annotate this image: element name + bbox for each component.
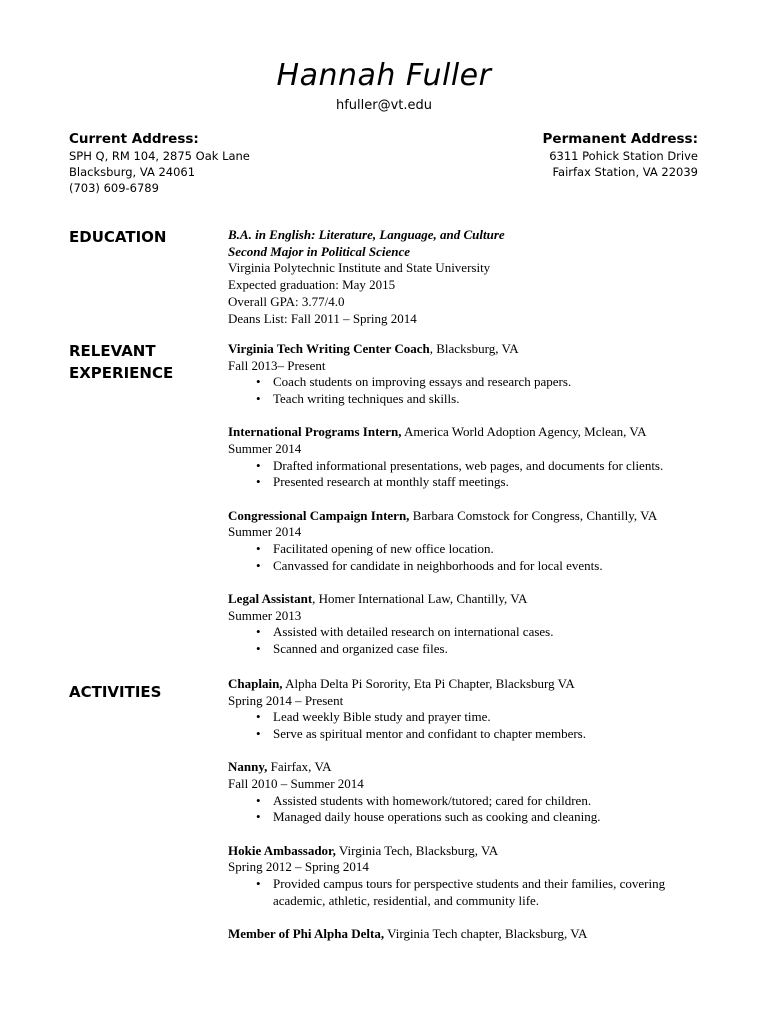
second-major: Second Major in Political Science (228, 243, 410, 259)
entry-bullets (228, 541, 708, 574)
experience-entry (228, 341, 708, 408)
gpa: Overall GPA: 3.77/4.0 (228, 293, 345, 309)
bullet-item: • Managed daily house operations such as cooking and cleaning. (273, 809, 708, 826)
permanent-address-line: Fairfax Station, VA 22039 (552, 165, 698, 179)
activity-entry (228, 926, 708, 943)
entry-bullets (228, 793, 708, 826)
entry-title (228, 591, 708, 608)
entry-dates: Spring 2012 – Spring 2014 (228, 859, 369, 875)
entry-dates: Summer 2014 (228, 524, 302, 540)
entry-org: Fairfax, VA (267, 759, 332, 775)
entry-org: Virginia Tech chapter, Blacksburg, VA (384, 925, 588, 941)
entry-role: Legal Assistant (228, 590, 313, 606)
graduation-date: Expected graduation: May 2015 (228, 277, 396, 293)
experience-entry (228, 424, 708, 491)
entry-role: Nanny, (228, 759, 268, 775)
experience-entry (228, 508, 708, 575)
entry-title (228, 759, 708, 776)
activity-entry (228, 676, 708, 743)
entry-title (228, 676, 708, 693)
education-section (228, 227, 708, 327)
entry-title (228, 424, 708, 441)
entry-bullets (228, 709, 708, 742)
bullet-item: • Presented research at monthly staff meetings. (273, 474, 708, 491)
phone-number: (703) 609-6789 (69, 181, 159, 195)
entry-role: Chaplain, (228, 676, 283, 691)
bullet-item: • Lead weekly Bible study and prayer time. (273, 709, 708, 726)
entry-bullets (228, 624, 708, 657)
education-heading: EDUCATION (69, 228, 167, 246)
entry-org: , Blacksburg, VA (429, 341, 519, 356)
entry-role: Hokie Ambassador, (228, 842, 336, 858)
entry-org: Barbara Comstock for Congress, Chantilly, VA (409, 507, 658, 523)
entry-role: International Programs Intern, (228, 424, 402, 440)
entry-bullets (228, 876, 708, 909)
activity-entry (228, 759, 708, 826)
permanent-address (543, 130, 698, 180)
bullet-item: • Serve as spiritual mentor and confidant to chapter members. (273, 726, 708, 743)
entry-dates: Spring 2014 – Present (228, 692, 344, 708)
bullet-item: • Assisted students with homework/tutored; cared for children. (273, 793, 708, 810)
entry-role: Congressional Campaign Intern, (228, 507, 410, 523)
current-address-heading: Current Address: (69, 131, 199, 147)
bullet-item: • Facilitated opening of new office location. (273, 541, 708, 558)
bullet-item: • Coach students on improving essays and research papers. (273, 374, 708, 391)
entry-title (228, 926, 708, 943)
entry-dates: Fall 2010 – Summer 2014 (228, 776, 364, 792)
school-name: Virginia Polytechnic Institute and State University (228, 260, 491, 276)
deans-list: Deans List: Fall 2011 – Spring 2014 (228, 310, 417, 326)
bullet-item: • Assisted with detailed research on international cases. (273, 624, 708, 641)
entry-title (228, 843, 708, 860)
activities-heading: ACTIVITIES (69, 683, 162, 701)
degree: B.A. in English: Literature, Language, and Culture (228, 227, 505, 242)
experience-section (228, 341, 708, 674)
entry-role: Virginia Tech Writing Center Coach (228, 341, 430, 356)
entry-bullets (228, 374, 708, 407)
current-address-line: Blacksburg, VA 24061 (69, 165, 196, 179)
entry-dates: Summer 2013 (228, 607, 302, 623)
entry-role: Member of Phi Alpha Delta, (228, 925, 385, 941)
entry-org: America World Adoption Agency, Mclean, VA (401, 424, 647, 440)
bullet-item: • Scanned and organized case files. (273, 641, 708, 658)
bullet-item: • Provided campus tours for perspective students and their families, covering academic, athletic, residential, and community life. (273, 876, 708, 909)
permanent-address-heading: Permanent Address: (542, 131, 698, 147)
activity-entry (228, 843, 708, 910)
email-address: hfuller@vt.edu (335, 98, 433, 113)
entry-dates: Fall 2013– Present (228, 357, 326, 373)
bullet-item: • Teach writing techniques and skills. (273, 391, 708, 408)
entry-dates: Summer 2014 (228, 441, 302, 457)
current-address (69, 130, 250, 196)
entry-org: Virginia Tech, Blacksburg, VA (335, 842, 499, 858)
activities-section (228, 676, 708, 959)
experience-heading-line: RELEVANT (69, 342, 156, 360)
current-address-line: SPH Q, RM 104, 2875 Oak Lane (69, 149, 250, 163)
bullet-item: • Drafted informational presentations, web pages, and documents for clients. (273, 458, 708, 475)
entry-org: , Homer International Law, Chantilly, VA (312, 590, 528, 606)
permanent-address-line: 6311 Pohick Station Drive (549, 149, 698, 163)
entry-bullets (228, 458, 708, 491)
entry-title (228, 508, 708, 525)
resume-name: Hannah Fuller (276, 58, 492, 93)
entry-title (228, 341, 708, 358)
experience-heading (69, 340, 219, 384)
entry-org: Alpha Delta Pi Sorority, Eta Pi Chapter, Blacksburg VA (282, 676, 575, 691)
bullet-item: • Canvassed for candidate in neighborhoods and for local events. (273, 558, 708, 575)
experience-heading-line: EXPERIENCE (69, 364, 174, 382)
experience-entry (228, 591, 708, 658)
